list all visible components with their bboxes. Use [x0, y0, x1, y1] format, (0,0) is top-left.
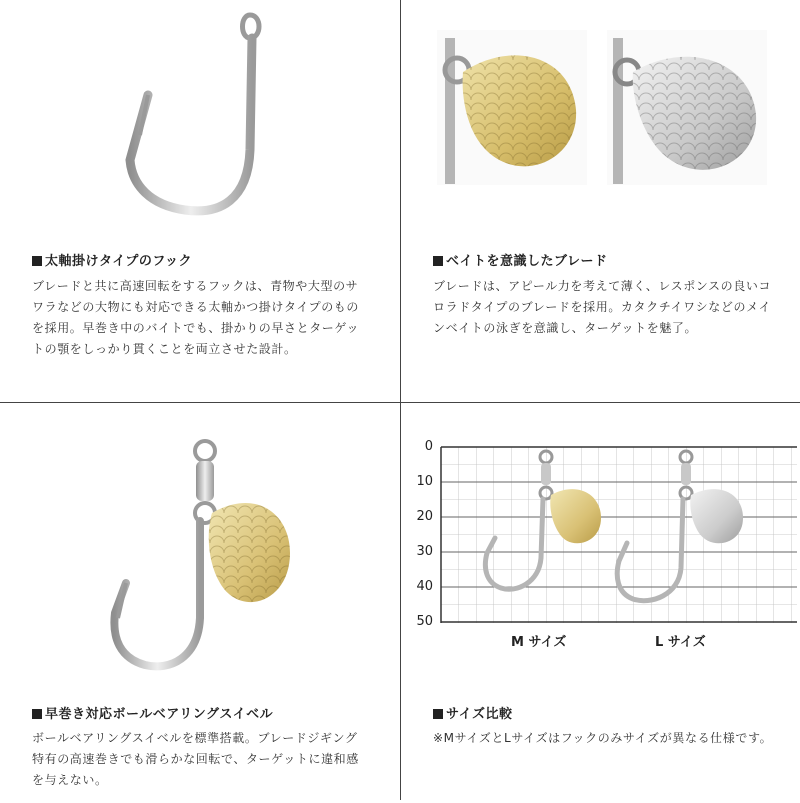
ruler-tick-20: 20 — [416, 509, 433, 524]
panel-size — [401, 403, 800, 803]
blade-photos — [401, 0, 800, 190]
swivel-hook-image — [0, 403, 400, 693]
blade-description: ブレードは、アピール力を考えて薄く、レスポンスの良いコロラドタイプのブレードを採用。カタクチイワシなどのメインベイトの泳ぎを意識し、ターゲットを魅了。 — [433, 279, 772, 335]
ruler-tick-10: 10 — [416, 474, 433, 489]
bullet-square — [433, 709, 443, 719]
hook-image — [0, 0, 400, 240]
bullet-square — [433, 256, 443, 266]
size-comparison-grid — [401, 433, 800, 633]
panel-swivel — [0, 403, 400, 803]
panel-hook — [0, 0, 400, 400]
l-size-label: L サイズ — [655, 635, 706, 650]
bullet-square — [32, 709, 42, 719]
blade-heading: ベイトを意識したブレード — [433, 250, 607, 269]
hook-heading: 太軸掛けタイプのフック — [32, 250, 192, 269]
panel-blade — [401, 0, 800, 400]
m-size-label: M サイズ — [511, 635, 567, 650]
ruler-tick-50: 50 — [416, 614, 433, 629]
ruler-tick-40: 40 — [416, 579, 433, 594]
ruler-tick-30: 30 — [416, 544, 433, 559]
bullet-square — [32, 256, 42, 266]
size-heading: サイズ比較 — [433, 703, 512, 722]
swivel-heading: 早巻き対応ボールベアリングスイベル — [32, 703, 273, 722]
hook-description: ブレードと共に高速回転をするフックは、青物や大型のサワラなどの大物にも対応できる太軸かつ掛けタイプのものを採用。早巻き中のバイトでも、掛かりの早さとターゲットの顎をしっかり貫くことを両立させた設計。 — [32, 279, 360, 356]
swivel-description: ボールベアリングスイベルを標準搭載。ブレードジギング特有の高速巻きでも滑らかな回転で、ターゲットに違和感を与えない。 — [32, 731, 359, 787]
ruler-tick-0: 0 — [424, 439, 433, 454]
size-description: ※MサイズとLサイズはフックのみサイズが異なる仕様です。 — [433, 731, 773, 745]
